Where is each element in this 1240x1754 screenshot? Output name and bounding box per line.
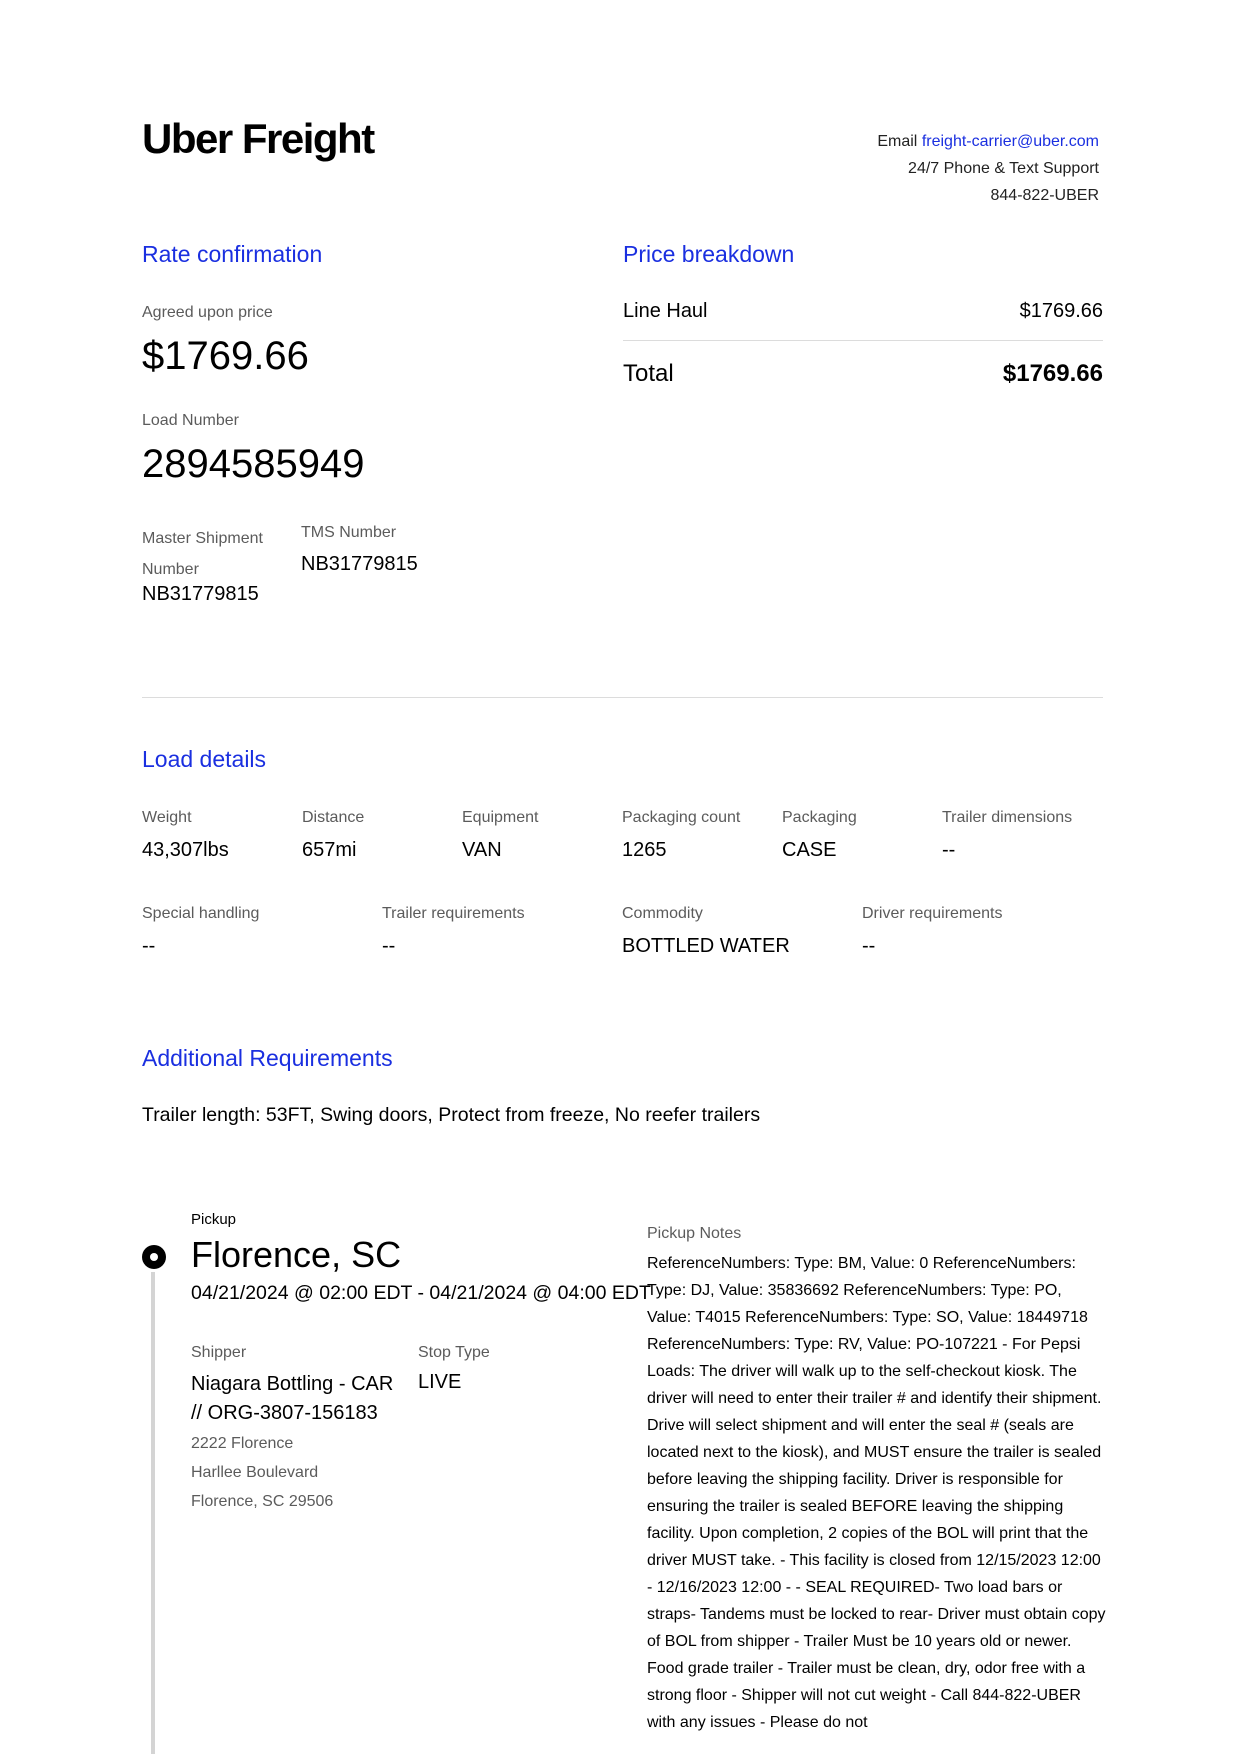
packaging-label: Packaging bbox=[782, 809, 857, 826]
shipper-address bbox=[191, 1429, 333, 1516]
rate-confirmation-title: Rate confirmation bbox=[142, 241, 323, 267]
commodity-value: BOTTLED WATER bbox=[622, 935, 790, 957]
uber-freight-logo: Uber Freight bbox=[142, 115, 374, 162]
email-link[interactable]: freight-carrier@uber.com bbox=[921, 133, 1099, 150]
additional-requirements-text: Trailer length: 53FT, Swing doors, Protect from freeze, No reefer trailers bbox=[142, 1104, 761, 1126]
trailer-dimensions-value: -- bbox=[942, 839, 956, 861]
distance-label: Distance bbox=[302, 809, 365, 826]
packaging-count-label: Packaging count bbox=[622, 809, 741, 826]
total-label: Total bbox=[623, 360, 674, 387]
load-number-label: Load Number bbox=[142, 412, 239, 429]
master-shipment-value: NB31779815 bbox=[142, 583, 259, 605]
shipper-name-line2: // ORG-3807-156183 bbox=[191, 1402, 378, 1424]
agreed-price-value: $1769.66 bbox=[142, 334, 309, 378]
pickup-stop-marker-icon bbox=[142, 1245, 166, 1269]
pickup-notes-text: ReferenceNumbers: Type: BM, Value: 0 ReferenceNumbers: Type: DJ, Value: 35836692 ReferenceNumbers: Type: PO, Value: T4015 ReferenceNumbers: Type: SO, Value: 18449718 ReferenceNumbers: Type: RV, Value: PO-107221 - For Pepsi Loads: The driver will walk up to the self-checkout kiosk. The driver will need to enter their trailer # and identify their shipment. Drive will select shipment and will enter the seal # (seals are located next to the kiosk), and MUST ensure the trailer is sealed before leaving the shipping facility. Driver is responsible for ensuring the trailer is sealed BEFORE leaving the shipping facility. Upon completion, 2 copies of the BOL will print that the driver MUST take. - This facility is closed from 12/15/2023 12:00 - 12/16/2023 12:00 - - SEAL REQUIRED- Two load bars or straps- Tandems must be locked to rear- Driver must obtain copy of BOL from shipper - Trailer Must be 10 years old or newer. Food grade trailer - Trailer must be clean, dry, odor free with a strong floor - Shipper will not cut weight - Call 844-822-UBER with any issues - Please do not bbox=[647, 1255, 1106, 1731]
shipper-address-line2: Harllee Boulevard bbox=[191, 1464, 319, 1481]
pickup-tag: Pickup bbox=[191, 1211, 237, 1228]
equipment-value: VAN bbox=[462, 839, 502, 861]
support-text: 24/7 Phone & Text Support bbox=[908, 160, 1099, 177]
shipper-label: Shipper bbox=[191, 1344, 247, 1361]
trailer-dimensions-label: Trailer dimensions bbox=[942, 809, 1073, 826]
pickup-window: 04/21/2024 @ 02:00 EDT - 04/21/2024 @ 04:00 EDT bbox=[191, 1282, 651, 1304]
distance-value: 657mi bbox=[302, 839, 357, 861]
shipper-name bbox=[191, 1370, 393, 1428]
price-breakdown-title: Price breakdown bbox=[623, 241, 795, 267]
trailer-requirements-value: -- bbox=[382, 935, 396, 957]
additional-requirements-title: Additional Requirements bbox=[142, 1045, 393, 1071]
driver-requirements-value: -- bbox=[862, 935, 876, 957]
special-handling-label: Special handling bbox=[142, 905, 260, 922]
load-details-title: Load details bbox=[142, 746, 267, 772]
line-haul-label: Line Haul bbox=[623, 300, 708, 322]
commodity-label: Commodity bbox=[622, 905, 703, 922]
weight-value: 43,307lbs bbox=[142, 839, 229, 861]
master-shipment-label-line1: Master Shipment bbox=[142, 530, 263, 547]
weight-label: Weight bbox=[142, 809, 192, 826]
support-phone: 844-822-UBER bbox=[990, 187, 1099, 204]
agreed-price-label: Agreed upon price bbox=[142, 304, 273, 321]
master-shipment-label bbox=[142, 523, 263, 585]
shipper-address-line1: 2222 Florence bbox=[191, 1435, 294, 1452]
tms-number-value: NB31779815 bbox=[301, 553, 418, 575]
section-divider bbox=[142, 697, 1103, 698]
trailer-requirements-label: Trailer requirements bbox=[382, 905, 525, 922]
price-divider bbox=[623, 340, 1103, 341]
equipment-label: Equipment bbox=[462, 809, 539, 826]
driver-requirements-label: Driver requirements bbox=[862, 905, 1003, 922]
tms-number-label: TMS Number bbox=[301, 524, 397, 541]
total-row bbox=[623, 360, 1103, 388]
line-haul-row bbox=[623, 300, 1103, 323]
packaging-value: CASE bbox=[782, 839, 837, 861]
stop-timeline-line bbox=[151, 1272, 155, 1754]
total-value: $1769.66 bbox=[1002, 360, 1103, 387]
stop-type-value: LIVE bbox=[418, 1371, 462, 1393]
contact-block bbox=[877, 128, 1099, 209]
load-number-value: 2894585949 bbox=[142, 442, 365, 486]
email-label: Email bbox=[877, 133, 918, 150]
shipper-address-line3: Florence, SC 29506 bbox=[191, 1493, 334, 1510]
special-handling-value: -- bbox=[142, 935, 156, 957]
pickup-city: Florence, SC bbox=[191, 1234, 402, 1275]
pickup-notes-label: Pickup Notes bbox=[647, 1225, 742, 1242]
shipper-name-line1: Niagara Bottling - CAR bbox=[191, 1373, 394, 1395]
master-shipment-label-line2: Number bbox=[142, 561, 199, 578]
line-haul-value: $1769.66 bbox=[1019, 300, 1103, 322]
stop-type-label: Stop Type bbox=[418, 1344, 490, 1361]
email-line bbox=[877, 128, 1099, 155]
packaging-count-value: 1265 bbox=[622, 839, 667, 861]
